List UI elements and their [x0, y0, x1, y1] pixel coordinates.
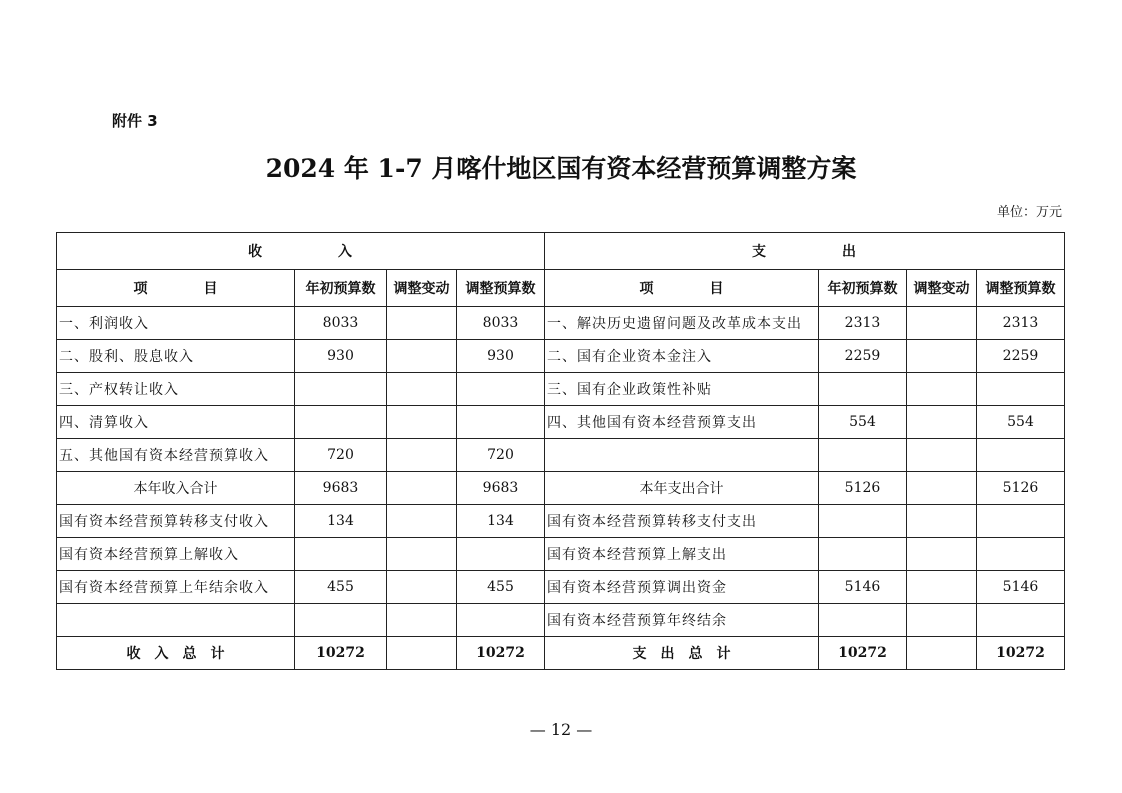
income-item-name: 国有资本经营预算转移支付收入: [57, 505, 295, 538]
income-adjusted-value: [457, 373, 545, 406]
expense-initial-header: 年初预算数: [819, 270, 907, 307]
income-item-name: 四、清算收入: [57, 406, 295, 439]
income-initial-value: 720: [295, 439, 387, 472]
expense-initial-value: [819, 604, 907, 637]
expense-adjusted-value: 10272: [977, 637, 1065, 670]
income-initial-value: [295, 538, 387, 571]
income-initial-value: [295, 406, 387, 439]
expense-initial-value: [819, 505, 907, 538]
income-initial-value: 9683: [295, 472, 387, 505]
expense-change-value: [907, 604, 977, 637]
expense-change-value: [907, 637, 977, 670]
income-change-value: [387, 307, 457, 340]
expense-change-value: [907, 538, 977, 571]
income-change-value: [387, 472, 457, 505]
expense-section-header: 支 出: [545, 233, 1065, 270]
expense-initial-value: 554: [819, 406, 907, 439]
income-item-name: 一、利润收入: [57, 307, 295, 340]
table-row: [57, 538, 1065, 571]
table-row: [57, 307, 1065, 340]
expense-change-value: [907, 340, 977, 373]
expense-adjusted-value: [977, 538, 1065, 571]
income-change-value: [387, 604, 457, 637]
income-adjusted-value: 10272: [457, 637, 545, 670]
expense-initial-value: 2259: [819, 340, 907, 373]
income-item-name: [57, 604, 295, 637]
income-change-value: [387, 571, 457, 604]
table-row: [57, 340, 1065, 373]
expense-item-name: 四、其他国有资本经营预算支出: [545, 406, 819, 439]
income-initial-value: 8033: [295, 307, 387, 340]
income-change-value: [387, 340, 457, 373]
income-adjusted-value: 455: [457, 571, 545, 604]
income-change-value: [387, 373, 457, 406]
expense-item-name: 本年支出合计: [545, 472, 819, 505]
income-initial-value: 930: [295, 340, 387, 373]
table-row: [57, 505, 1065, 538]
unit-label: 单位：万元: [996, 205, 1062, 220]
income-adjusted-value: [457, 604, 545, 637]
expense-change-value: [907, 307, 977, 340]
income-adjusted-value: 8033: [457, 307, 545, 340]
income-adjusted-value: [457, 406, 545, 439]
expense-initial-value: 5126: [819, 472, 907, 505]
income-item-header: 项 目: [57, 270, 295, 307]
income-item-name: 三、产权转让收入: [57, 373, 295, 406]
expense-adjusted-value: 2259: [977, 340, 1065, 373]
income-item-name: 国有资本经营预算上解收入: [57, 538, 295, 571]
expense-item-name: [545, 439, 819, 472]
expense-initial-value: 5146: [819, 571, 907, 604]
income-item-name: 二、股利、股息收入: [57, 340, 295, 373]
expense-change-value: [907, 472, 977, 505]
expense-adjusted-value: 5146: [977, 571, 1065, 604]
expense-item-header: 项 目: [545, 270, 819, 307]
document-title: 2024 年 1-7 月喀什地区国有资本经营预算调整方案: [265, 154, 857, 183]
expense-item-name: 二、国有企业资本金注入: [545, 340, 819, 373]
expense-initial-value: [819, 373, 907, 406]
expense-change-value: [907, 406, 977, 439]
expense-initial-value: [819, 439, 907, 472]
expense-item-name: 一、解决历史遗留问题及改革成本支出: [545, 307, 819, 340]
expense-adjusted-value: 2313: [977, 307, 1065, 340]
attachment-label: 附件 3: [112, 112, 158, 130]
expense-adjusted-value: [977, 439, 1065, 472]
income-initial-value: [295, 604, 387, 637]
expense-item-name: 国有资本经营预算年终结余: [545, 604, 819, 637]
income-adjusted-value: [457, 538, 545, 571]
table-row: [57, 472, 1065, 505]
income-initial-value: 10272: [295, 637, 387, 670]
income-initial-header: 年初预算数: [295, 270, 387, 307]
income-change-value: [387, 637, 457, 670]
income-change-header: 调整变动: [387, 270, 457, 307]
income-change-value: [387, 538, 457, 571]
income-item-name: 国有资本经营预算上年结余收入: [57, 571, 295, 604]
income-change-value: [387, 439, 457, 472]
expense-item-name: 国有资本经营预算转移支付支出: [545, 505, 819, 538]
table-row: [57, 604, 1065, 637]
income-adjusted-value: 930: [457, 340, 545, 373]
expense-item-name: 三、国有企业政策性补贴: [545, 373, 819, 406]
expense-item-name: 国有资本经营预算上解支出: [545, 538, 819, 571]
expense-initial-value: 2313: [819, 307, 907, 340]
page-number: — 12 —: [529, 720, 593, 739]
table-row: [57, 439, 1065, 472]
expense-item-name: 支 出 总 计: [545, 637, 819, 670]
income-adjusted-header: 调整预算数: [457, 270, 545, 307]
expense-adjusted-header: 调整预算数: [977, 270, 1065, 307]
income-initial-value: 134: [295, 505, 387, 538]
expense-initial-value: 10272: [819, 637, 907, 670]
expense-change-value: [907, 373, 977, 406]
income-item-name: 本年收入合计: [57, 472, 295, 505]
expense-change-value: [907, 439, 977, 472]
table-row: [57, 406, 1065, 439]
expense-adjusted-value: 5126: [977, 472, 1065, 505]
table-row: [57, 373, 1065, 406]
income-adjusted-value: 720: [457, 439, 545, 472]
income-item-name: 收 入 总 计: [57, 637, 295, 670]
total-row: [57, 637, 1065, 670]
column-header-row: [57, 270, 1065, 307]
expense-adjusted-value: [977, 505, 1065, 538]
income-section-header: 收 入: [57, 233, 545, 270]
income-change-value: [387, 406, 457, 439]
expense-item-name: 国有资本经营预算调出资金: [545, 571, 819, 604]
income-initial-value: [295, 373, 387, 406]
table-row: [57, 571, 1065, 604]
income-adjusted-value: 134: [457, 505, 545, 538]
expense-adjusted-value: 554: [977, 406, 1065, 439]
budget-table: [56, 232, 1065, 670]
expense-adjusted-value: [977, 604, 1065, 637]
income-initial-value: 455: [295, 571, 387, 604]
section-header-row: [57, 233, 1065, 270]
expense-adjusted-value: [977, 373, 1065, 406]
income-item-name: 五、其他国有资本经营预算收入: [57, 439, 295, 472]
expense-initial-value: [819, 538, 907, 571]
income-adjusted-value: 9683: [457, 472, 545, 505]
expense-change-header: 调整变动: [907, 270, 977, 307]
expense-change-value: [907, 571, 977, 604]
income-change-value: [387, 505, 457, 538]
expense-change-value: [907, 505, 977, 538]
